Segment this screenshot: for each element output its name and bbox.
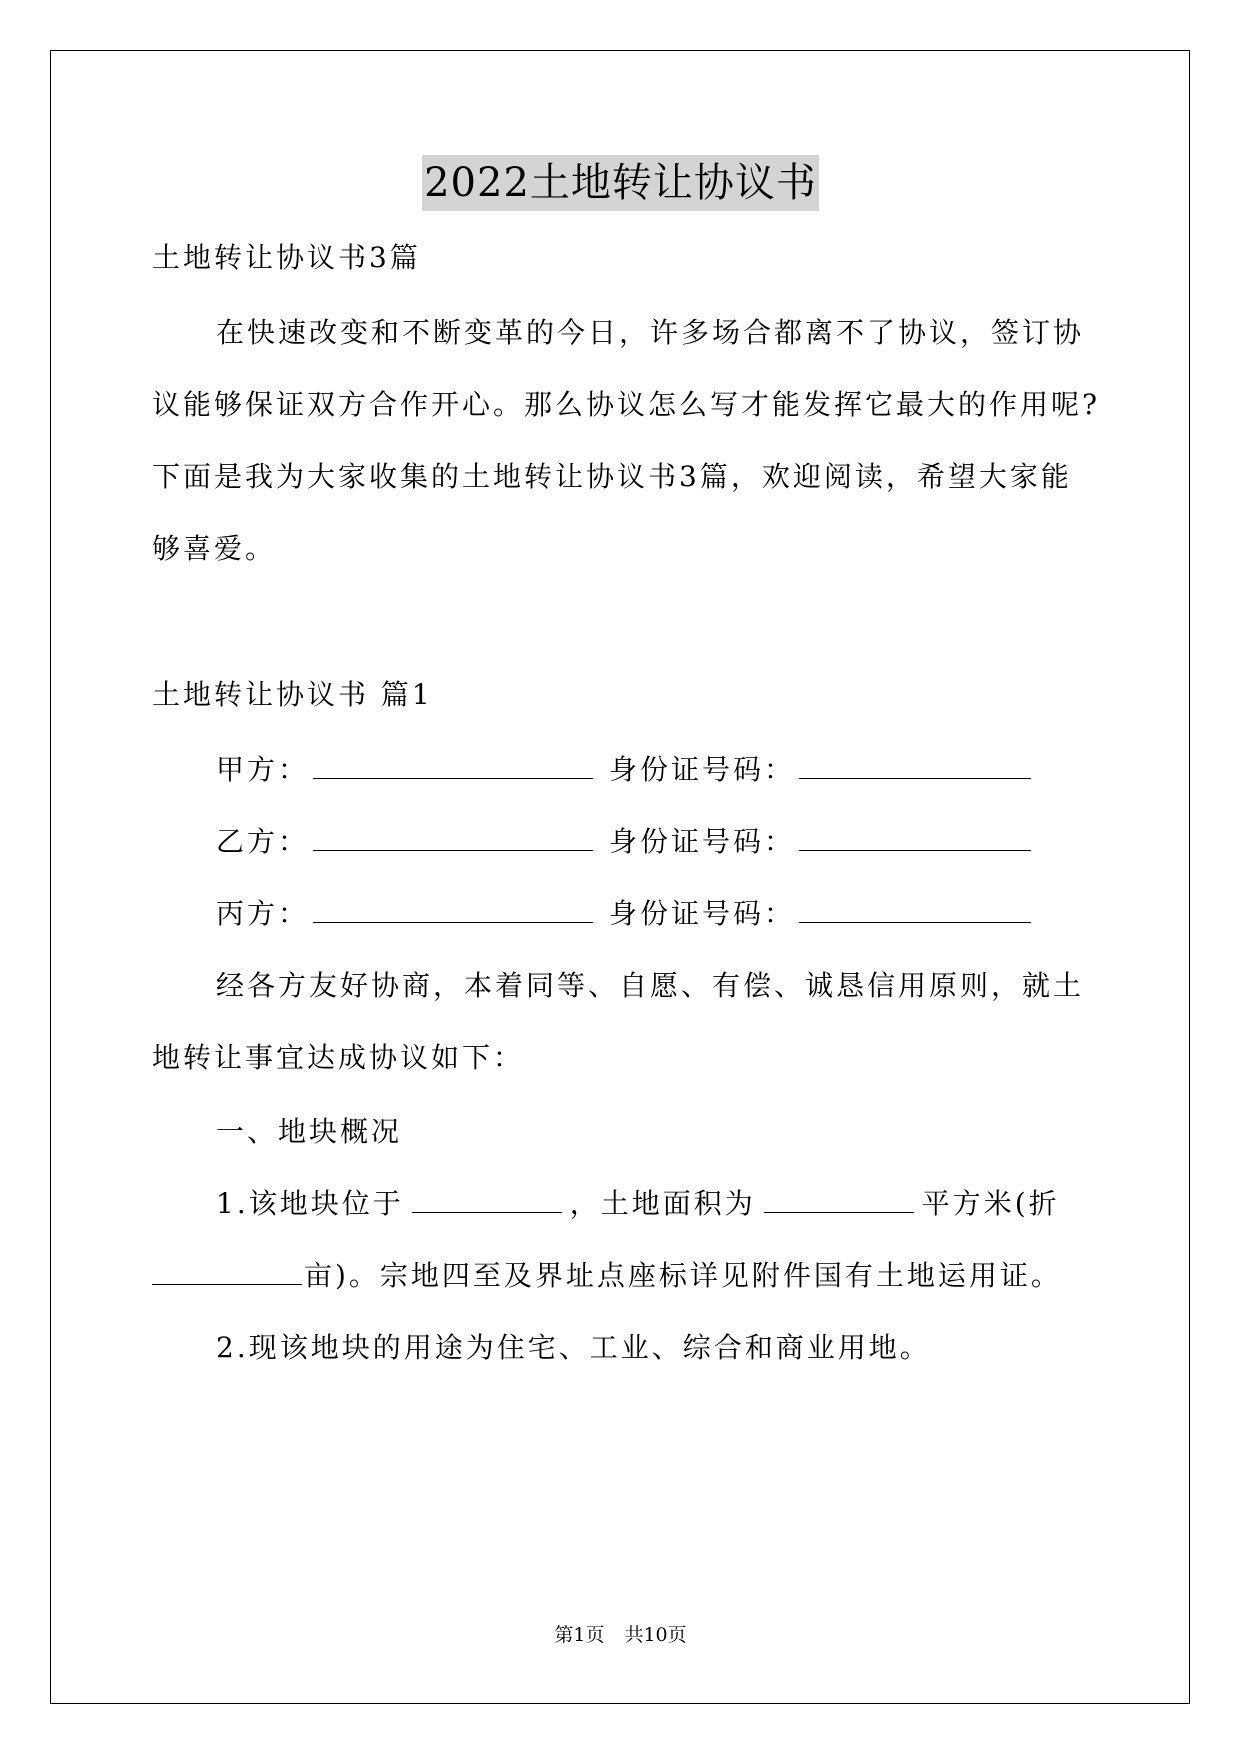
page-footer bbox=[0, 1622, 1241, 1648]
id-number-label: 身份证号码： bbox=[609, 897, 796, 930]
page-total: 共10页 bbox=[624, 1624, 687, 1646]
party-name-blank bbox=[313, 894, 593, 923]
clause-heading: 一、地块概况 bbox=[216, 1115, 403, 1148]
area-blank bbox=[764, 1184, 914, 1213]
intro-line-4: 够喜爱。 bbox=[152, 532, 277, 565]
page-border bbox=[50, 50, 1190, 1704]
id-number-blank bbox=[799, 750, 1031, 779]
id-number-label: 身份证号码： bbox=[609, 753, 796, 786]
mu-blank bbox=[152, 1256, 302, 1285]
party-label: 乙方： bbox=[216, 825, 310, 858]
page-number: 第1页 bbox=[554, 1624, 605, 1646]
clause-1-line-1 bbox=[216, 1184, 1060, 1224]
party-row-c bbox=[216, 894, 1031, 934]
document-subtitle: 土地转让协议书3篇 bbox=[152, 241, 421, 274]
clause-1-middle: ，土地面积为 bbox=[569, 1187, 756, 1220]
intro-line-2: 议能够保证双方合作开心。那么协议怎么写才能发挥它最大的作用呢? bbox=[152, 388, 1101, 421]
clause-1-line-2-text: 亩)。宗地四至及界址点座标详见附件国有土地运用证。 bbox=[304, 1259, 1062, 1292]
intro-line-3: 下面是我为大家收集的土地转让协议书3篇，欢迎阅读，希望大家能 bbox=[152, 460, 1072, 493]
id-number-blank bbox=[799, 894, 1031, 923]
intro-line-1: 在快速改变和不断变革的今日，许多场合都离不了协议，签订协 bbox=[216, 316, 1085, 349]
party-label: 丙方： bbox=[216, 897, 310, 930]
party-name-blank bbox=[313, 750, 593, 779]
section-heading: 土地转让协议书 篇1 bbox=[152, 678, 433, 711]
document-title: 2022土地转让协议书 bbox=[422, 155, 819, 211]
agreement-line-2: 地转让事宜达成协议如下： bbox=[152, 1041, 525, 1074]
clause-1-prefix: 1.该地块位于 bbox=[216, 1187, 404, 1220]
party-row-b bbox=[216, 822, 1031, 862]
party-name-blank bbox=[313, 822, 593, 851]
id-number-label: 身份证号码： bbox=[609, 825, 796, 858]
party-row-a bbox=[216, 750, 1031, 790]
title-container bbox=[0, 155, 1241, 211]
clause-1-suffix: 平方米(折 bbox=[921, 1187, 1060, 1220]
party-label: 甲方： bbox=[216, 753, 310, 786]
location-blank bbox=[412, 1184, 562, 1213]
id-number-blank bbox=[799, 822, 1031, 851]
clause-2: 2.现该地块的用途为住宅、工业、综合和商业用地。 bbox=[216, 1331, 931, 1364]
clause-1-line-2 bbox=[152, 1256, 1062, 1296]
agreement-line-1: 经各方友好协商，本着同等、自愿、有偿、诚恳信用原则，就土 bbox=[216, 969, 1085, 1002]
